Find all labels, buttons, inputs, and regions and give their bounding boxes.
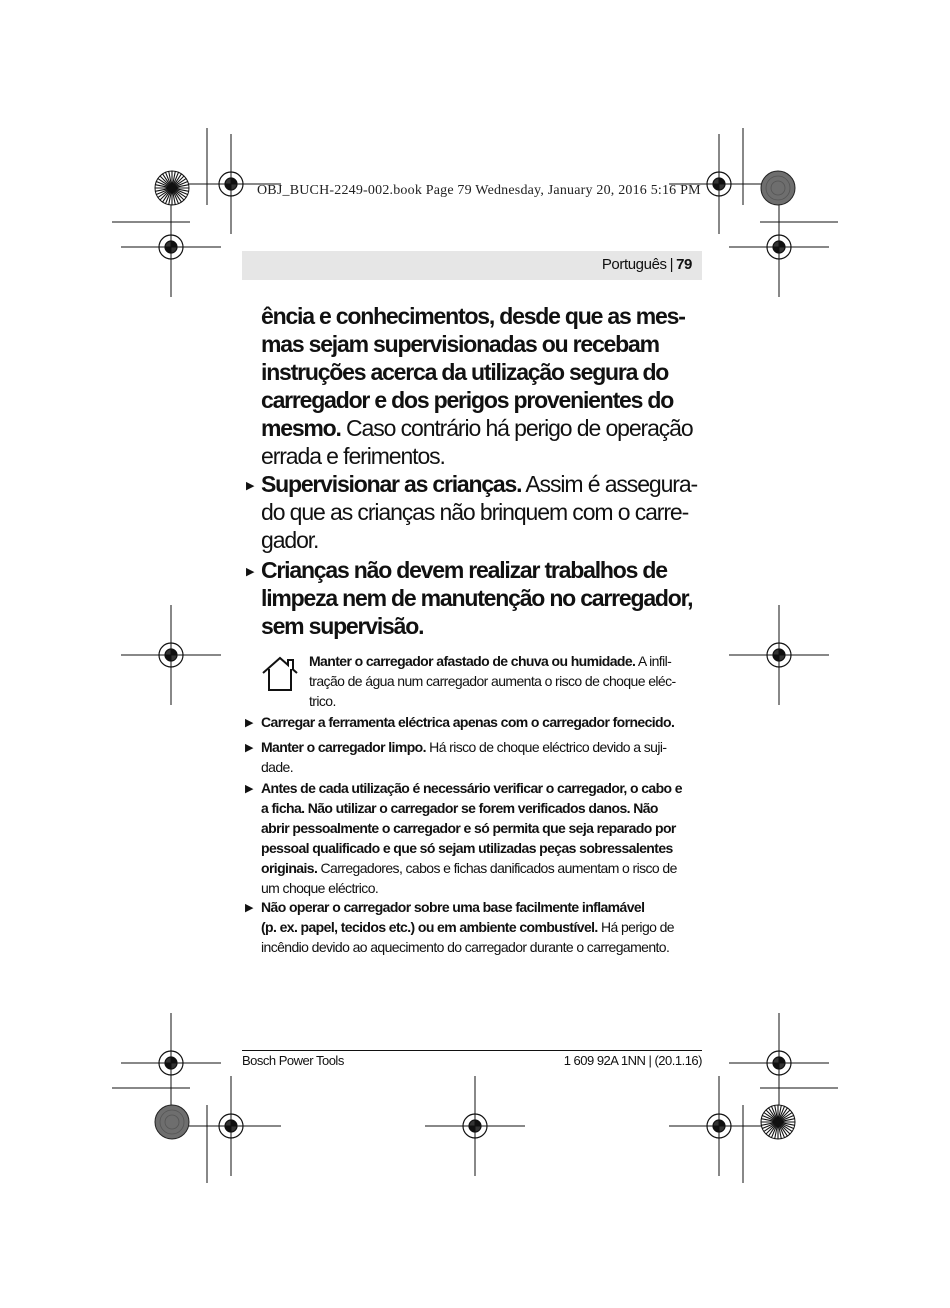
intro-text-fragment: Caso contrário há perigo de operação (340, 415, 693, 441)
bullet-text-line: um choque eléctrico. (261, 880, 379, 896)
page-number: 79 (676, 256, 692, 273)
bullet-children-cleaning (261, 556, 692, 640)
intro-bold-fragment: mesmo. (261, 415, 341, 441)
bullet-text-fragment: Carregadores, cabos e fichas danificados aumentam o risco de (317, 860, 677, 876)
bullet-bold-line: abrir pessoalmente o carregador e só permita que seja reparado por (261, 820, 676, 836)
footer-company: Bosch Power Tools (242, 1053, 344, 1068)
bullet-supervise-children (261, 470, 697, 554)
bullet-keep-clean (261, 737, 666, 777)
bullet-arrow-icon: ▶ (245, 902, 254, 914)
bullet-bold-line: Não operar o carregador sobre uma base facilmente inflamável (261, 899, 645, 915)
bullet-bold-fragment: originais. (261, 860, 318, 876)
bullet-arrow-icon: ▶ (245, 717, 254, 729)
bullet-flammable-surface (261, 897, 674, 957)
bullet-text-line: gador. (261, 527, 319, 553)
bullet-first-line (261, 737, 666, 757)
header-label (602, 256, 692, 273)
intro-paragraph (261, 302, 693, 470)
bullet-arrow-icon: ▶ (245, 783, 254, 795)
intro-bold-line: carregador e dos perigos provenientes do (261, 387, 674, 413)
warning-first-line (309, 651, 676, 671)
header-language: Português (601, 256, 667, 273)
indoor-warning (309, 651, 676, 711)
bullet-text-fragment: Há risco de choque eléctrico devido a suji- (425, 739, 667, 755)
bullet-bold-line: Carregar a ferramenta eléctrica apenas com o carregador fornecido. (261, 714, 675, 730)
bullet-bold-line: a ficha. Não utilizar o carregador se forem verificados danos. Não (261, 800, 658, 816)
bullet-mixed-line (261, 917, 674, 937)
starburst-wheel-icon (155, 171, 189, 205)
bullet-bold-line: pessoal qualificado e que só sejam utilizadas peças sobressalentes (261, 840, 673, 856)
intro-bold-line: mas sejam supervisionadas ou recebam (261, 331, 659, 357)
bullet-arrow-icon: ▶ (245, 742, 254, 754)
bullet-bold-line: sem supervisão. (261, 613, 424, 639)
warning-bold-fragment: Manter o carregador afastado de chuva ou humidade. (309, 653, 636, 669)
bullet-check-before-use (261, 778, 682, 898)
bullet-arrow-icon: ▶ (246, 480, 255, 492)
bullet-bold-fragment: (p. ex. papel, tecidos etc.) ou em ambiente combustível. (261, 919, 598, 935)
warning-text-line: trico. (309, 693, 336, 709)
indoor-use-house-icon (260, 655, 300, 693)
warning-text-line: tração de água num carregador aumenta o risco de choque eléc- (309, 673, 676, 689)
footer-document-code: 1 609 92A 1NN | (20.1.16) (563, 1053, 702, 1068)
footer-rule (242, 1050, 702, 1051)
bullet-bold-fragment: Manter o carregador limpo. (261, 739, 426, 755)
bullet-bold-fragment: Supervisionar as crianças. (261, 471, 522, 497)
bullet-bold-line: Antes de cada utilização é necessário verificar o carregador, o cabo e (261, 780, 682, 796)
bullet-use-supplied-charger (261, 712, 674, 732)
bullet-text-line: do que as crianças não brinquem com o carre- (261, 499, 689, 525)
starburst-wheel-icon (761, 1105, 795, 1139)
bullet-first-line (261, 470, 697, 498)
warning-text-fragment: A infil- (635, 653, 672, 669)
bullet-text-fragment: Assim é assegura- (521, 471, 698, 497)
gray-wheel-icon (761, 171, 795, 205)
print-job-header: OBJ_BUCH-2249-002.book Page 79 Wednesday, January 20, 2016 5:16 PM (257, 183, 701, 198)
bullet-text-fragment: Há perigo de (597, 919, 674, 935)
bullet-bold-line: limpeza nem de manutenção no carregador, (261, 585, 693, 611)
header-separator: | (669, 256, 674, 273)
intro-bold-line: ência e conhecimentos, desde que as mes- (261, 303, 685, 329)
page-header (242, 251, 702, 280)
intro-text-line: errada e ferimentos. (261, 443, 445, 469)
intro-bold-line: instruções acerca da utilização segura do (261, 359, 669, 385)
bullet-bold-line: Crianças não devem realizar trabalhos de (261, 557, 667, 583)
gray-wheel-icon (155, 1105, 189, 1139)
bullet-arrow-icon: ▶ (246, 566, 255, 578)
bullet-text-line: dade. (261, 759, 294, 775)
bullet-text-line: incêndio devido ao aquecimento do carregador durante o carregamento. (261, 939, 670, 955)
intro-mixed-line (261, 414, 693, 442)
bullet-mixed-line (261, 858, 682, 878)
